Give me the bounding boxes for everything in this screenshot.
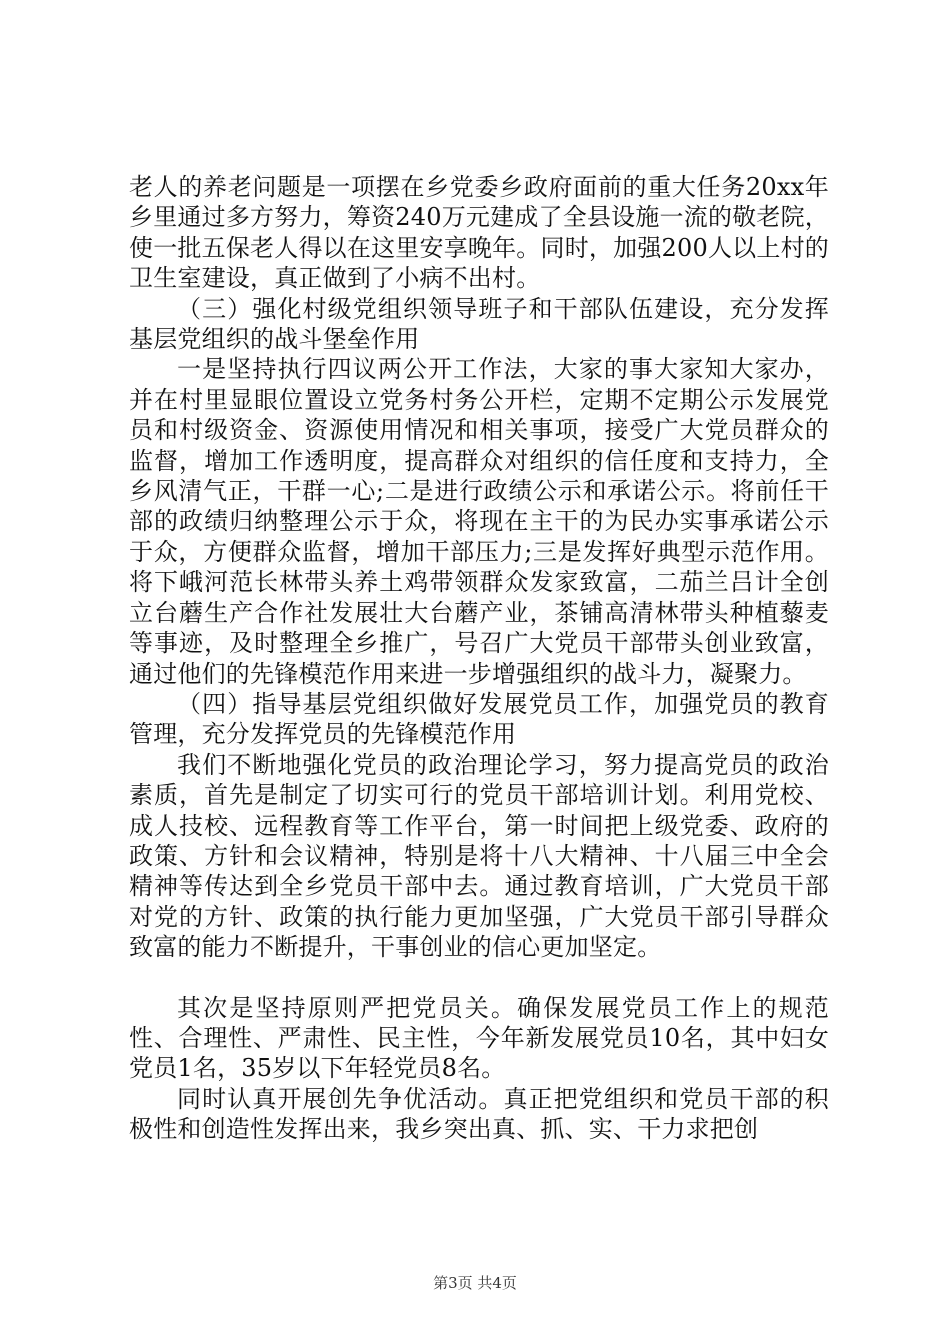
paragraph-spacer	[129, 963, 829, 993]
paragraph-excellence-campaign: 同时认真开展创先争优活动。真正把党组织和党员干部的积极性和创造性发挥出来，我乡突出真、抓、实、干力求把创	[129, 1084, 829, 1144]
page-footer: 第3页 共4页	[433, 1274, 517, 1292]
paragraph-transparency: 一是坚持执行四议两公开工作法，大家的事大家知大家办，并在村里显眼位置设立党务村务公开栏，定期不定期公示发展党员和村级资金、资源使用情况和相关事项，接受广大党员群众的监督，增加工作透明度，提高群众对组织的信任度和支持力，全乡风清气正，干群一心;二是进行政绩公示和承诺公示。将前任干部的政绩归纳整理公示于众，将现在主干的为民办实事承诺公示于众，方便群众监督，增加干部压力;三是发挥好典型示范作用。将下峨河范长林带头养土鸡带领群众发家致富，二茄兰吕计全创立台蘑生产合作社发展壮大台蘑产业，茶铺高清林带头种植藜麦等事迹，及时整理全乡推广，号召广大党员干部带头创业致富，通过他们的先锋模范作用来进一步增强组织的战斗力，凝聚力。	[129, 355, 829, 688]
paragraph-education: 我们不断地强化党员的政治理论学习，努力提高党员的政治素质，首先是制定了切实可行的党员干部培训计划。利用党校、成人技校、远程教育等工作平台，第一时间把上级党委、政府的政策、方针和会议精神，特别是将十八大精神、十八届三中全会精神等传达到全乡党员干部中去。通过教育培训，广大党员干部对党的方针、政策的执行能力更加坚强，广大党员干部引导群众致富的能力不断提升，干事创业的信心更加坚定。	[129, 750, 829, 962]
section-heading-4: （四）指导基层党组织做好发展党员工作，加强党员的教育管理，充分发挥党员的先锋模范作用	[129, 689, 829, 749]
section-heading-3: （三）强化村级党组织领导班子和干部队伍建设，充分发挥基层党组织的战斗堡垒作用	[129, 294, 829, 354]
paragraph-member-admission: 其次是坚持原则严把党员关。确保发展党员工作上的规范性、合理性、严肃性、民主性，今年新发展党员10名，其中妇女党员1名，35岁以下年轻党员8名。	[129, 993, 829, 1083]
paragraph-elderly-care: 老人的养老问题是一项摆在乡党委乡政府面前的重大任务20xx年乡里通过多方努力，筹资240万元建成了全县设施一流的敬老院，使一批五保老人得以在这里安享晚年。同时，加强200人以上村的卫生室建设，真正做到了小病不出村。	[129, 173, 829, 293]
document-body	[129, 172, 829, 1145]
